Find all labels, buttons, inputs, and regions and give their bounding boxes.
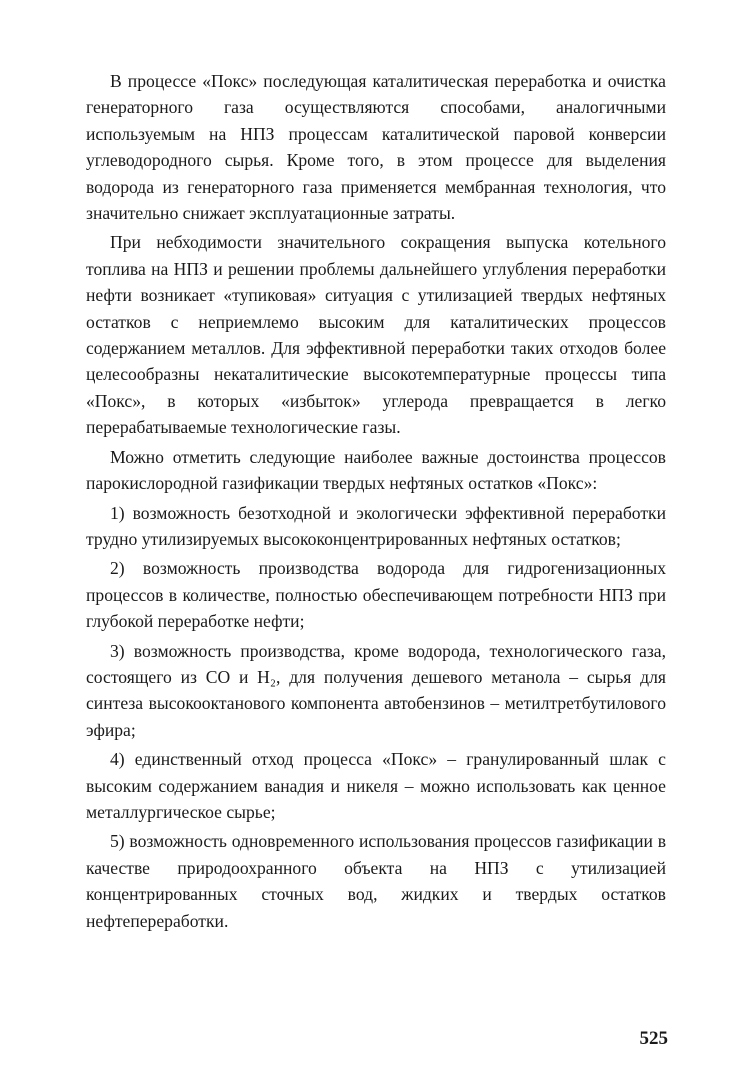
page-number: 525 <box>639 1028 668 1049</box>
paragraph-poks-process: В процессе «Покс» последующая каталитическая переработка и очистка генераторного газа осуществляются способами, аналогичными используемым на НПЗ процессам каталитической паровой конверсии углеводородного сырья. Кроме того, в этом процессе для выделения водорода из генераторного газа применяется мембранная технология, что значительно снижает эксплуатационные затраты. <box>86 71 666 224</box>
paragraph-advantages-intro: Можно отметить следующие наиболее важные достоинства процессов парокислородной газификации твердых нефтяных остатков «Покс»: <box>86 446 666 494</box>
list-item-advantage-5: 5) возможность одновременного использования процессов газификации в качестве природоохранного объекта на НПЗ с утилизацией концентрированных сточных вод, жидких и твердых остатков нефтепереработки. <box>86 831 666 931</box>
list-item-advantage-2: 2) возможность производства водорода для гидрогенизационных процессов в количестве, полностью обеспечивающем потребности НПЗ при глубокой переработке нефти; <box>86 558 666 632</box>
list-item-advantage-4: 4) единственный отход процесса «Покс» – гранулированный шлак с высоким содержанием ванадия и никеля – можно использовать как ценное металлургическое сырье; <box>86 749 666 822</box>
page-body <box>86 68 666 934</box>
paragraph-deadlock-situation: При небходимости значительного сокращения выпуска котельного топлива на НПЗ и решении проблемы дальнейшего углубления переработки нефти возникает «тупиковая» ситуация с утилизацией твердых нефтяных остатков с неприемлемо высоким для каталитических процессов содержанием металлов. Для эффективной переработки таких отходов более целесообразны некаталитические высокотемпературные процессы типа «Покс», в которых «избыток» углерода превращается в легко перерабатываемые технологические газы. <box>86 232 666 438</box>
list-item-advantage-3: 3) возможность производства, кроме водорода, технологического газа, состоящего из СО и H₂, для получения дешевого метанола – сырья для синтеза высокооктанового компонента автобензинов – метилтретбутилового эфира; <box>86 640 666 740</box>
list-item-advantage-1: 1) возможность безотходной и экологически эффективной переработки трудно утилизируемых высококонцентрированных нефтяных остатков; <box>86 502 666 549</box>
